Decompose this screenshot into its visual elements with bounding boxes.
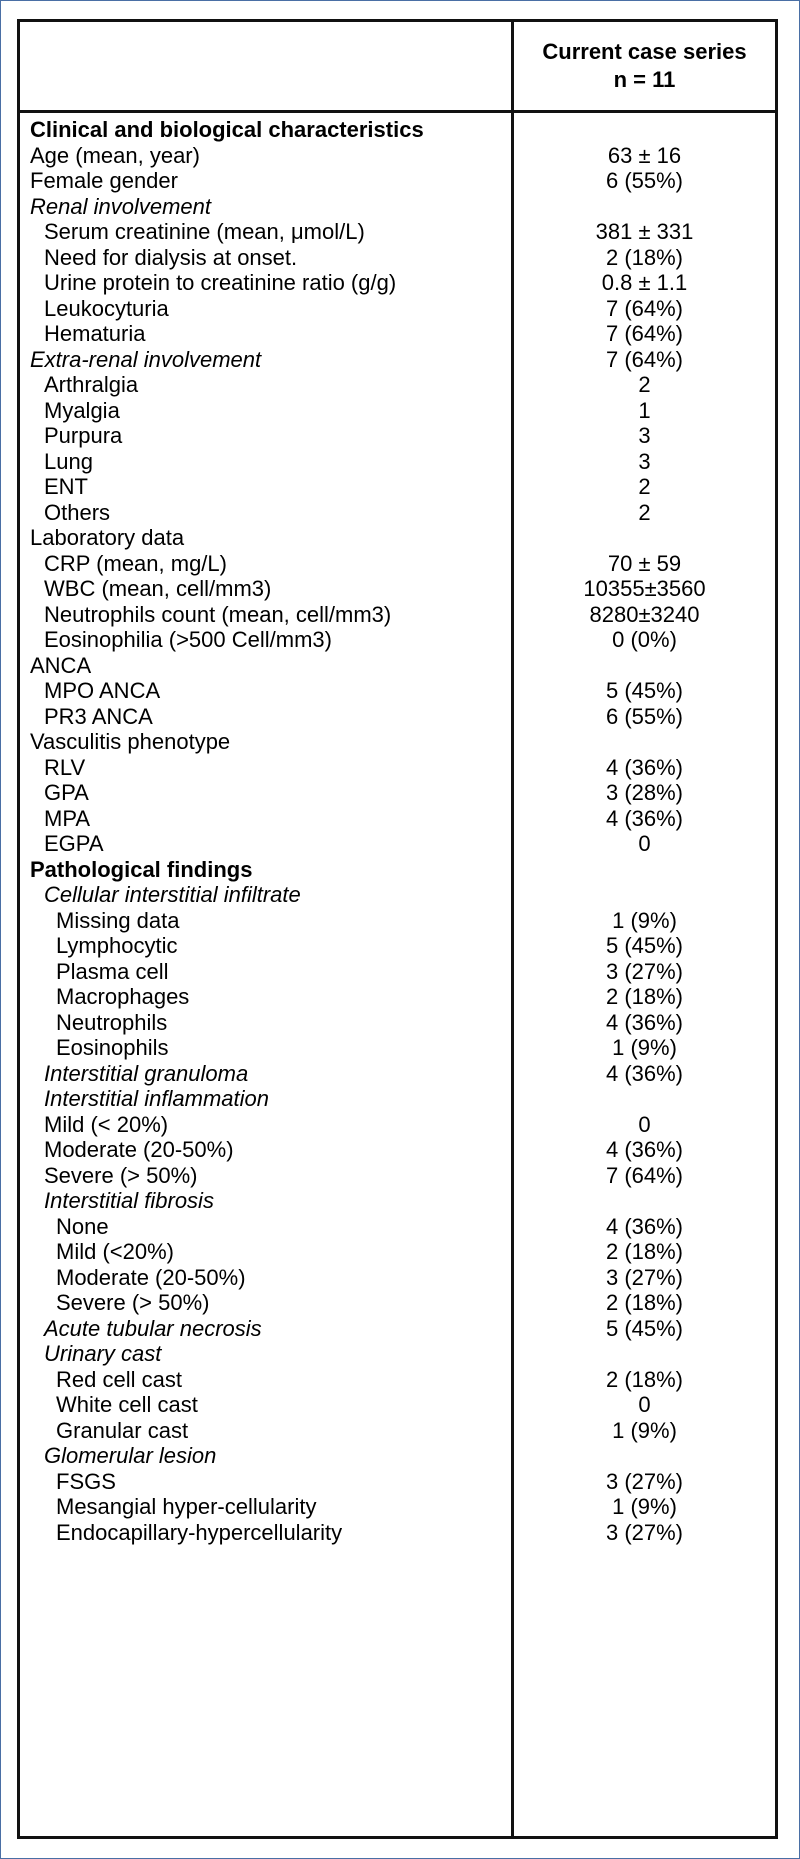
row-label: Renal involvement xyxy=(30,193,211,219)
row-label: Urinary cast xyxy=(44,1341,162,1366)
row-value: 3 (27%) xyxy=(605,958,684,984)
row-label: PR3 ANCA xyxy=(44,703,153,729)
row-label: White cell cast xyxy=(56,1392,198,1417)
row-label: Female gender xyxy=(30,168,178,193)
row-value: 3 xyxy=(638,423,651,448)
row-value: 2 xyxy=(638,499,651,525)
row-label: Age (mean, year) xyxy=(30,142,200,168)
row-value: 4 (36%) xyxy=(605,754,684,780)
row-value: 1 (9%) xyxy=(612,1494,677,1519)
row-label: ENT xyxy=(44,474,88,499)
row-value: 3 (27%) xyxy=(605,1468,684,1494)
row-label: Urine protein to creatinine ratio (g/g) xyxy=(44,270,397,295)
row-value: 2 (18%) xyxy=(605,984,684,1009)
row-value: 7 (64%) xyxy=(605,1162,684,1188)
row-label: Myalgia xyxy=(44,397,120,423)
row-value: 2 (18%) xyxy=(605,1290,684,1315)
row-value: 381 ± 331 xyxy=(595,219,694,244)
row-label: FSGS xyxy=(56,1468,116,1494)
row-label: Vasculitis phenotype xyxy=(30,729,231,754)
row-value: 2 xyxy=(638,372,651,397)
row-label: Neutrophils xyxy=(56,1009,168,1035)
header-divider xyxy=(20,110,775,113)
row-label: Clinical and biological characteristics xyxy=(30,117,424,142)
row-value: 4 (36%) xyxy=(605,1060,684,1086)
row-label: Need for dialysis at onset. xyxy=(44,244,298,270)
row-value: 0 xyxy=(638,831,651,856)
row-label: MPA xyxy=(44,805,91,831)
row-value: 5 (45%) xyxy=(605,678,684,703)
row-label: Serum creatinine (mean, μmol/L) xyxy=(44,219,365,244)
row-label: Acute tubular necrosis xyxy=(44,1315,262,1341)
row-label: Red cell cast xyxy=(56,1366,182,1392)
row-value: 3 (27%) xyxy=(605,1264,684,1290)
row-value: 8280±3240 xyxy=(589,601,700,627)
row-value: 3 (28%) xyxy=(605,780,684,805)
row-label: Granular cast xyxy=(56,1417,189,1443)
row-value: 4 (36%) xyxy=(605,1009,684,1035)
row-value: 3 xyxy=(638,448,651,474)
row-label: None xyxy=(56,1213,109,1239)
row-value: 4 (36%) xyxy=(605,805,684,831)
row-label: ANCA xyxy=(30,652,92,678)
row-value: 2 (18%) xyxy=(605,1239,684,1264)
table-row xyxy=(20,1518,775,1548)
row-value: 0 xyxy=(638,1111,651,1137)
row-label: RLV xyxy=(44,754,86,780)
row-label: Arthralgia xyxy=(44,372,139,397)
row-label: Extra-renal involvement xyxy=(30,346,262,372)
row-label: Missing data xyxy=(56,907,180,933)
row-value: 0.8 ± 1.1 xyxy=(601,270,688,295)
row-value: 0 (0%) xyxy=(612,627,677,652)
row-label: Moderate (20-50%) xyxy=(44,1137,234,1162)
row-label: Moderate (20-50%) xyxy=(56,1264,246,1290)
row-label: Lung xyxy=(44,448,93,474)
row-label: EGPA xyxy=(44,831,104,856)
row-value: 70 ± 59 xyxy=(607,550,682,576)
case-series-table xyxy=(17,19,778,1839)
row-label: Interstitial granuloma xyxy=(44,1060,249,1086)
row-value: 6 (55%) xyxy=(605,168,684,193)
row-value: 1 (9%) xyxy=(612,1417,677,1443)
row-label: Mild (<20%) xyxy=(56,1239,174,1264)
row-label: Laboratory data xyxy=(30,525,185,550)
row-label: Hematuria xyxy=(44,321,146,346)
row-value: 0 xyxy=(638,1392,651,1417)
row-label: Lymphocytic xyxy=(56,933,178,958)
row-label: GPA xyxy=(44,780,89,805)
row-label: WBC (mean, cell/mm3) xyxy=(44,576,272,601)
row-value: 1 (9%) xyxy=(612,907,677,933)
row-value: 2 (18%) xyxy=(605,1366,684,1392)
row-label: Glomerular lesion xyxy=(44,1443,217,1468)
row-value: 2 xyxy=(638,474,651,499)
row-label: Mild (< 20%) xyxy=(44,1111,169,1137)
row-value: 5 (45%) xyxy=(605,933,684,958)
column-header-count: n = 11 xyxy=(613,67,676,92)
row-label: Others xyxy=(44,499,111,525)
row-label: Eosinophils xyxy=(56,1035,169,1060)
row-label: MPO ANCA xyxy=(44,678,161,703)
row-value: 3 (27%) xyxy=(605,1519,684,1545)
row-label: Eosinophilia (>500 Cell/mm3) xyxy=(44,627,332,652)
column-header-current-series xyxy=(514,22,775,110)
row-label: Plasma cell xyxy=(56,958,169,984)
row-value: 6 (55%) xyxy=(605,703,684,729)
row-value: 1 (9%) xyxy=(612,1035,677,1060)
row-label: Mesangial hyper-cellularity xyxy=(56,1494,317,1519)
row-value: 4 (36%) xyxy=(605,1137,684,1162)
row-value: 7 (64%) xyxy=(605,346,684,372)
row-value: 63 ± 16 xyxy=(607,142,682,168)
row-label: CRP (mean, mg/L) xyxy=(44,550,227,576)
row-label: Interstitial inflammation xyxy=(44,1086,269,1111)
row-value: 1 xyxy=(638,397,651,423)
row-label: Endocapillary-hypercellularity xyxy=(56,1519,343,1545)
row-label: Leukocyturia xyxy=(44,295,169,321)
column-header-title: Current case series xyxy=(542,39,747,64)
row-label: Severe (> 50%) xyxy=(56,1290,210,1315)
row-label: Cellular interstitial infiltrate xyxy=(44,882,301,907)
row-value: 7 (64%) xyxy=(605,295,684,321)
row-value: 10355±3560 xyxy=(583,576,706,601)
row-label: Interstitial fibrosis xyxy=(44,1188,214,1213)
row-value: 5 (45%) xyxy=(605,1315,684,1341)
row-label: Neutrophils count (mean, cell/mm3) xyxy=(44,601,392,627)
row-label: Severe (> 50%) xyxy=(44,1162,198,1188)
row-label: Purpura xyxy=(44,423,123,448)
row-value: 2 (18%) xyxy=(605,244,684,270)
row-label: Pathological findings xyxy=(30,856,253,882)
row-label: Macrophages xyxy=(56,984,190,1009)
row-value: 7 (64%) xyxy=(605,321,684,346)
row-value: 4 (36%) xyxy=(605,1213,684,1239)
